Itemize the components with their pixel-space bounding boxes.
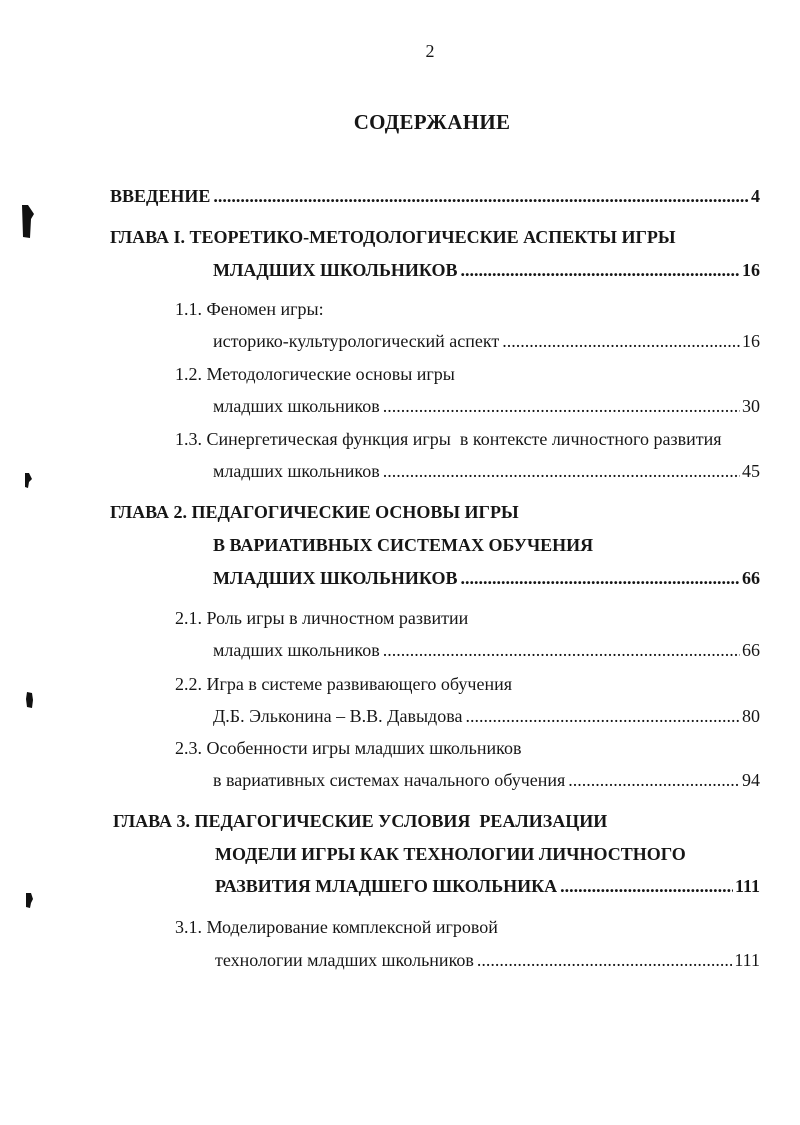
page-ref: 66 [742,568,760,588]
dot-leader [502,330,740,352]
chapter-2-title-line-1: ГЛАВА 2. ПЕДАГОГИЧЕСКИЕ ОСНОВЫ ИГРЫ [110,502,519,522]
page-ref: 66 [742,640,760,660]
page-ref: 16 [742,331,760,351]
entry-label: МЛАДШИХ ШКОЛЬНИКОВ [213,568,458,588]
page-ref: 80 [742,706,760,726]
entry-label: младших школьников [213,396,380,416]
scan-marks [0,0,60,1125]
entry-label: младших школьников [213,461,380,481]
dot-leader [460,259,740,281]
page-ref: 111 [734,950,760,970]
section-1-1-line-2 [213,330,760,352]
section-1-3-line-2 [213,460,760,482]
dot-leader [568,769,740,791]
section-1-2-line-2 [213,395,760,417]
entry-label: РАЗВИТИЯ МЛАДШЕГО ШКОЛЬНИКА [215,876,558,896]
page-ref: 16 [742,260,760,280]
scan-mark [26,692,33,708]
section-2-3-line-1: 2.3. Особенности игры младших школьников [175,738,522,758]
chapter-2-title-line-2: В ВАРИАТИВНЫХ СИСТЕМАХ ОБУЧЕНИЯ [213,535,594,555]
page-ref: 111 [734,876,760,896]
entry-label: Д.Б. Эльконина – В.В. Давыдова [213,706,463,726]
dot-leader [477,949,732,971]
page-ref: 4 [751,186,760,206]
entry-label: ВВЕДЕНИЕ [110,186,211,206]
entry-label: младших школьников [213,640,380,660]
dot-leader [460,567,740,589]
chapter-1-title-line-1: ГЛАВА I. ТЕОРЕТИКО-МЕТОДОЛОГИЧЕСКИЕ АСПЕКТЫ ИГРЫ [110,227,676,247]
section-1-1-line-1: 1.1. Феномен игры: [175,299,324,319]
section-2-2-line-1: 2.2. Игра в системе развивающего обучения [175,674,512,694]
dot-leader [465,705,740,727]
chapter-3-title-line-2: МОДЕЛИ ИГРЫ КАК ТЕХНОЛОГИИ ЛИЧНОСТНОГО [215,844,686,864]
entry-label: историко-культурологический аспект [213,331,500,351]
chapter-3-title-line-1: ГЛАВА 3. ПЕДАГОГИЧЕСКИЕ УСЛОВИЯ РЕАЛИЗАЦИИ [113,811,608,831]
page-number: 2 [425,41,435,61]
entry-label: технологии младших школьников [215,950,474,970]
scan-mark [26,893,33,908]
section-3-1-line-2 [215,949,760,971]
scan-mark [22,205,34,238]
section-2-2-line-2 [213,705,760,727]
section-1-3-line-1: 1.3. Синергетическая функция игры в контексте личностного развития [175,429,722,449]
entry-label: МЛАДШИХ ШКОЛЬНИКОВ [213,260,458,280]
toc-title: СОДЕРЖАНИЕ [353,110,511,134]
dot-leader [383,395,740,417]
section-1-2-line-1: 1.2. Методологические основы игры [175,364,455,384]
section-2-1-line-1: 2.1. Роль игры в личностном развитии [175,608,469,628]
page-ref: 30 [742,396,760,416]
section-3-1-line-1: 3.1. Моделирование комплексной игровой [175,917,498,937]
page-ref: 45 [742,461,760,481]
chapter-1-title-line-2 [213,259,760,281]
dot-leader [383,460,740,482]
section-2-1-line-2 [213,639,760,661]
dot-leader [560,875,733,897]
page-ref: 94 [742,770,760,790]
chapter-3-title-line-3 [215,875,760,897]
chapter-2-title-line-3 [213,567,760,589]
dot-leader [213,185,749,207]
section-2-3-line-2 [213,769,760,791]
toc-entry-introduction [110,185,760,207]
entry-label: в вариативных системах начального обучения [213,770,566,790]
dot-leader [383,639,740,661]
scan-mark [25,473,32,488]
